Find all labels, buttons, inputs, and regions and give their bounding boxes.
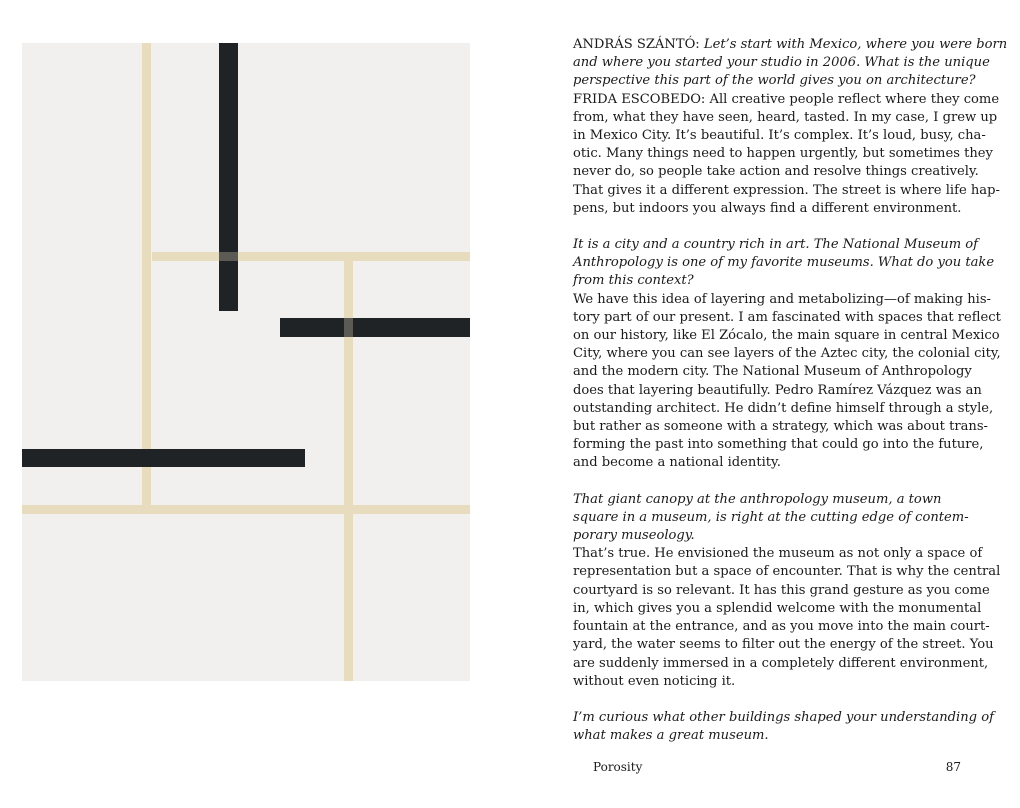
running-footer-section: Porosity (593, 760, 643, 774)
question-3 (573, 491, 1001, 691)
answer-1-line: That gives it a different expression. The street is where life hap- (573, 182, 1000, 198)
answer-2-line: does that layering beautifully. Pedro Ramírez Vázquez was an (573, 382, 982, 398)
dark-bar-middle (280, 318, 470, 337)
question-2-line: from this context? (573, 273, 694, 289)
answer-3-line: That’s true. He envisioned the museum as not only a space of (573, 546, 983, 562)
answer-2-line: outstanding architect. He didn’t define himself through a style, (573, 400, 994, 416)
answer-1-line: otic. Many things need to happen urgently, but sometimes they (573, 146, 993, 162)
answer-2-line: forming the past into something that could go into the future, (573, 437, 984, 453)
question-2 (573, 236, 1001, 473)
answer-3-line: courtyard is so relevant. It has this grand gesture as you come (573, 582, 990, 598)
answer-3-line: are suddenly immersed in a completely different environment, (573, 655, 989, 671)
speaker-interviewee: FRIDA ESCOBEDO: (573, 91, 706, 107)
answer-2-line: We have this idea of layering and metabolizing—of making his- (573, 291, 991, 307)
answer-2-line: City, where you can see layers of the Aztec city, the colonial city, (573, 346, 1001, 362)
answer-3-line: representation but a space of encounter. That is why the central (573, 564, 1001, 580)
answer-1-line: FRIDA ESCOBEDO: All creative people reflect where they come (573, 91, 1000, 107)
answer-3-line: fountain at the entrance, and as you move into the main court- (573, 619, 990, 635)
answer-3-line: without even noticing it. (573, 673, 736, 689)
dark-bar-vertical (219, 43, 238, 311)
question-4-line: what makes a great museum. (573, 728, 769, 744)
tape-vertical-left (142, 43, 151, 505)
answer-2-line: but rather as someone with a strategy, which was about trans- (573, 419, 988, 435)
answer-2-line: on our history, like El Zócalo, the main square in central Mexico (573, 328, 1000, 344)
question-2-line: It is a city and a country rich in art. The National Museum of (573, 237, 979, 253)
question-3-line: square in a museum, is right at the cutting edge of contem- (573, 509, 969, 525)
question-2-line: Anthropology is one of my favorite museums. What do you take (573, 255, 995, 271)
speaker-interviewer: ANDRÁS SZÁNTÓ: (573, 37, 700, 52)
question-3-line: porary museology. (573, 528, 695, 544)
artwork-image (22, 43, 470, 681)
question-4 (573, 709, 994, 745)
tape-overlap-middle (344, 318, 353, 337)
answer-1-line: from, what they have seen, heard, tasted. In my case, I grew up (573, 109, 998, 125)
answer-1-line: in Mexico City. It’s beautiful. It’s complex. It’s loud, busy, cha- (573, 128, 986, 144)
question-3-line: That giant canopy at the anthropology museum, a town (573, 491, 942, 507)
artwork-background (22, 43, 470, 681)
answer-1-line: pens, but indoors you always find a different environment. (573, 200, 962, 216)
answer-3-line: yard, the water seems to filter out the energy of the street. You (573, 637, 994, 653)
answer-2-line: tory part of our present. I am fascinated with spaces that reflect (573, 309, 1001, 325)
interview-text (573, 36, 1008, 763)
question-4-line: I’m curious what other buildings shaped your understanding of (573, 709, 994, 725)
artwork-svg (22, 43, 470, 681)
question-1-line: ANDRÁS SZÁNTÓ: Let’s start with Mexico, where you were born (573, 37, 1008, 52)
question-1 (573, 36, 1008, 218)
tape-horizontal-bottom (22, 505, 470, 514)
page-number: 87 (945, 760, 961, 774)
answer-1-line: never do, so people take action and resolve things creatively. (573, 164, 979, 180)
answer-2-line: and become a national identity. (573, 455, 781, 471)
answer-2-line: and the modern city. The National Museum of Anthropology (573, 364, 972, 380)
tape-overlap-vertical (219, 252, 238, 261)
question-1-line: perspective this part of the world gives you on architecture? (573, 73, 976, 89)
question-1-line: and where you started your studio in 2006. What is the unique (573, 55, 990, 71)
answer-3-line: in, which gives you a splendid welcome with the monumental (573, 600, 982, 616)
dark-bar-lower (22, 449, 305, 467)
tape-horizontal-top (152, 252, 470, 261)
